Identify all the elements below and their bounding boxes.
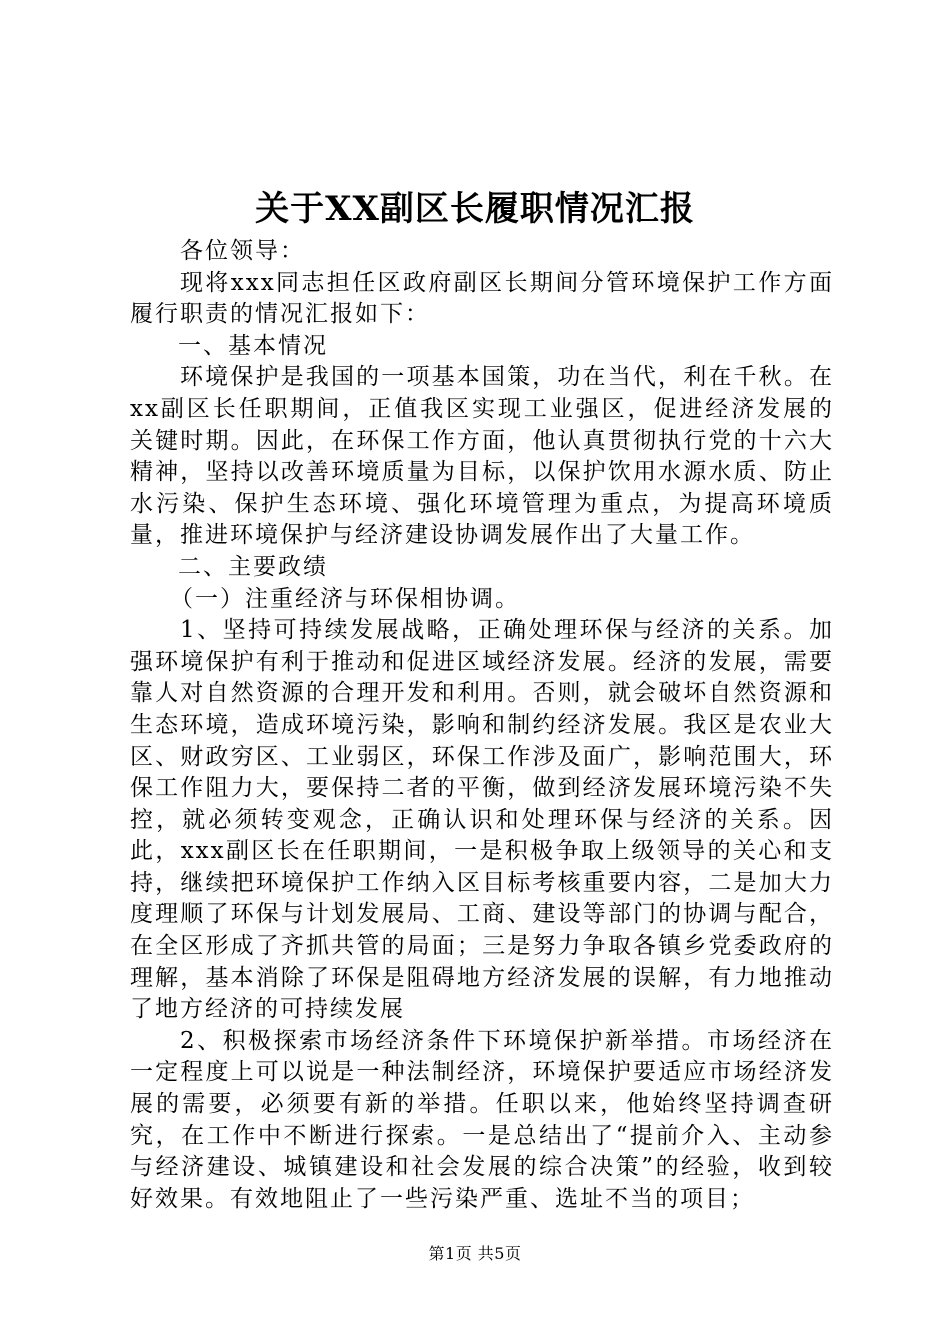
achievement-paragraph-1: 1、坚持可持续发展战略，正确处理环保与经济的关系。加强环境保护有利于推动和促进区域经济发展。经济的发展，需要靠人对自然资源的合理开发和利用。否则，就会破坏自然资源和生态环境，造成环境污染，影响和制约经济发展。我区是农业大区、财政穷区、工业弱区，环保工作涉及面广，影响范围大，环保工作阻力大，要保持二者的平衡，做到经济发展环境污染不失控，就必须转变观念，正确认识和处理环保与经济的关系。因此，xxx副区长在任职期间，一是积极争取上级领导的关心和支持，继续把环境保护工作纳入区目标考核重要内容，二是加大力度理顺了环保与计划发展局、工商、建设等部门的协调与配合，在全区形成了齐抓共管的局面；三是努力争取各镇乡党委政府的理解，基本消除了环保是阻碍地方经济发展的误解，有力地推动了地方经济的可持续发展 [130, 617, 834, 1023]
subsection-heading-1: （一）注重经济与环保相协调。 [170, 585, 520, 612]
intro-paragraph: 现将xxx同志担任区政府副区长期间分管环境保护工作方面履行职责的情况汇报如下： [130, 269, 834, 328]
salutation-paragraph: 各位领导： [180, 238, 305, 264]
achievement-paragraph-2: 2、积极探索市场经济条件下环境保护新举措。市场经济在一定程度上可以说是一种法制经济，环境保护要适应市场经济发展的需要，必须要有新的举措。任职以来，他始终坚持调查研究，在工作中不断进行探索。一是总结出了“提前介入、主动参与经济建设、城镇建设和社会发展的综合决策”的经验，收到较好效果。有效地阻止了一些污染严重、选址不当的项目； [130, 1027, 834, 1212]
section-heading-basic: 一、基本情况 [178, 332, 328, 359]
document-body [130, 236, 834, 1215]
basic-situation-paragraph: 环境保护是我国的一项基本国策，功在当代，利在千秋。在xx副区长任职期间，正值我区实现工业强区，促进经济发展的关键时期。因此，在环保工作方面，他认真贯彻执行党的十六大精神，坚持以改善环境质量为目标，以保护饮用水源水质、防止水污染、保护生态环境、强化环境管理为重点，为提高环境质量，推进环境保护与经济建设协调发展作出了大量工作。 [130, 364, 834, 549]
section-heading-achievements: 二、主要政绩 [178, 553, 328, 580]
document-title: 关于XX副区长履职情况汇报 [255, 189, 695, 229]
page-footer: 第1页 共5页 [428, 1244, 522, 1263]
